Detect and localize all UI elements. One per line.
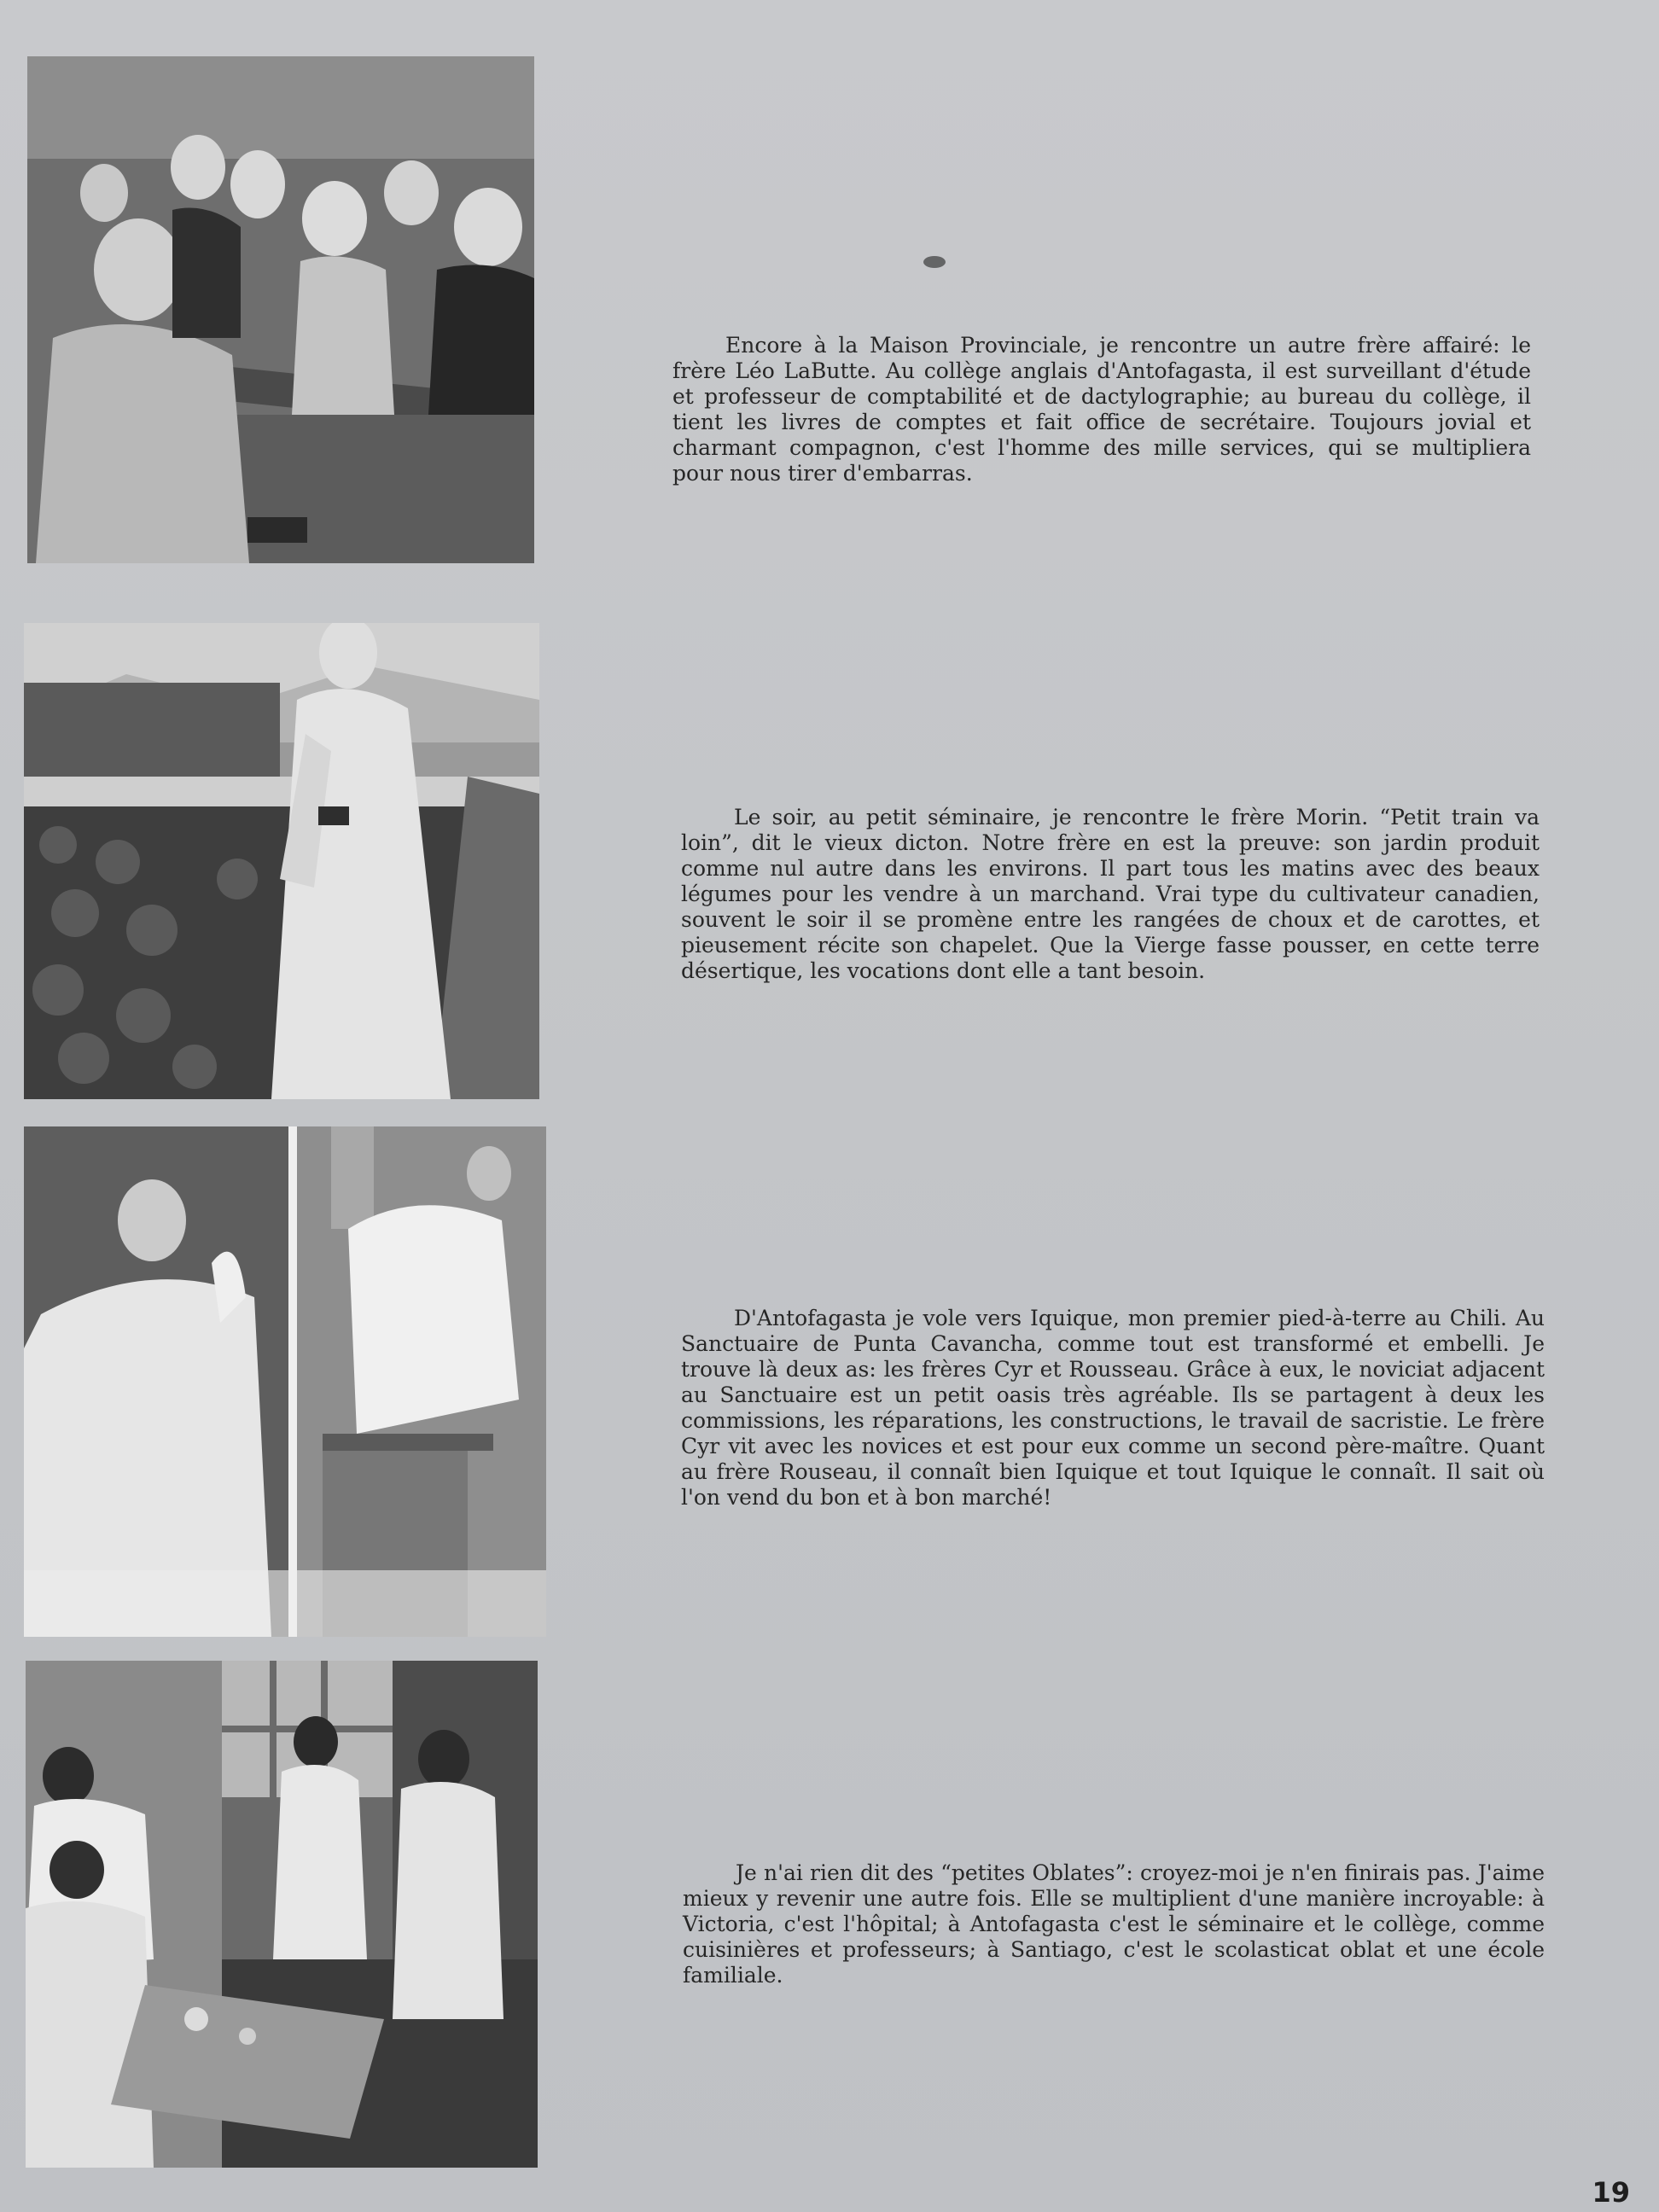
paragraph-petites-oblates: Je n'ai rien dit des “petites Oblates”: croyez-moi je n'en finirais pas. J'aime mieux y revenir une autre fois. Elle se multiplient d'une manière incroyable: à Victoria, c'est l'hôpital; à Antofagasta c'est le séminaire et le collège, comme cuisinières et professeurs; à Santiago, c'est le scolasticat oblat et une école familiale. [683, 1860, 1545, 1988]
photo-group-of-young-men [27, 56, 534, 563]
photo-sisters-in-kitchen [26, 1661, 538, 2168]
paragraph-frere-labutte: Encore à la Maison Provinciale, je rencontre un autre frère affairé: le frère Léo LaButte. Au collège anglais d'Antofagasta, il est surveillant d'étude et professeur de comptabilité et de dactylographie; au bureau du collège, il tient les livres de comptes et fait office de secrétaire. Toujours jovial et charmant compagnon, c'est l'homme des mille services, qui se multipliera pour nous tirer d'embarras. [672, 333, 1531, 486]
paragraph-freres-cyr-rousseau: D'Antofagasta je vole vers Iquique, mon premier pied-à-terre au Chili. Au Sanctuaire de Punta Cavancha, comme tout est transformé et embelli. Je trouve là deux as: les frères Cyr et Rousseau. Grâce à eux, le noviciat adjacent au Sanctuaire est un petit oasis très agréable. Ils se partagent à deux les commissions, les réparations, les constructions, le travail de sacristie. Le frère Cyr vit avec les novices et est pour eux comme un second père-maître. Quant au frère Rouseau, il connaît bien Iquique et tout Iquique le connaît. Il sait où l'on vend du bon et à bon marché! [681, 1306, 1545, 1510]
photo-two-brothers-working [24, 1126, 546, 1637]
photo-brother-in-garden [24, 623, 539, 1099]
paragraph-frere-morin: Le soir, au petit séminaire, je rencontre le frère Morin. “Petit train va loin”, dit le vieux dicton. Notre frère en est la preuve: son jardin produit comme nul autre dans les environs. Il part tous les matins avec des beaux légumes pour les vendre à un marchand. Vrai type du cultivateur canadien, souvent le soir il se promène entre les rangées de choux et de carottes, et pieusement récite son chapelet. Que la Vierge fasse pousser, en cette terre désertique, les vocations dont elle a tant besoin. [681, 805, 1540, 983]
page-number: 19 [1592, 2176, 1630, 2209]
ink-smudge [923, 256, 946, 268]
